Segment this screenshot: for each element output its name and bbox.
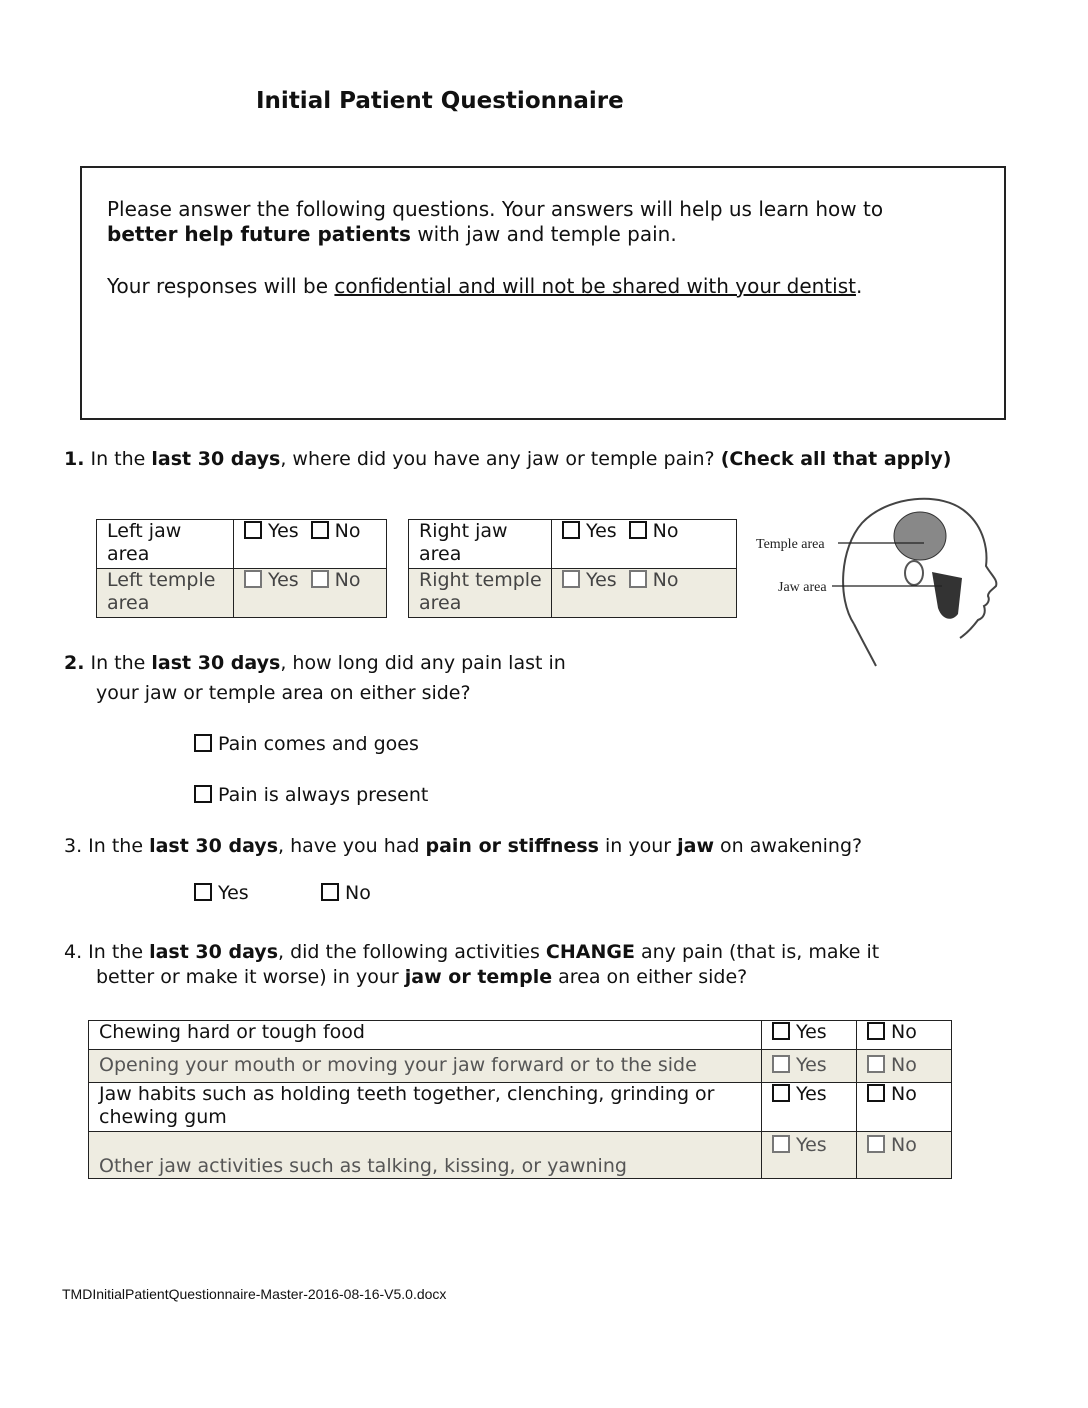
q4-text-a: 4. In the	[64, 941, 150, 963]
q4-text-c: any pain (that is, make it	[634, 941, 880, 963]
left-jaw-label: Left jaw area	[97, 520, 234, 569]
activity-label: Chewing hard or tough food	[89, 1021, 762, 1050]
yes-label: Yes	[586, 569, 617, 591]
temple-region	[894, 512, 946, 560]
right-jaw-yes-checkbox[interactable]	[562, 521, 580, 539]
yes-label: Yes	[796, 1054, 827, 1076]
document-footer: TMDInitialPatientQuestionnaire-Master-2016-08-16-V5.0.docx	[62, 1286, 447, 1302]
q1-bold-1: last 30 days	[151, 448, 281, 470]
head-diagram	[752, 488, 1062, 668]
chewing-yes-checkbox[interactable]	[772, 1022, 790, 1040]
question-3	[64, 834, 862, 859]
intro-line-3-end: .	[855, 274, 863, 298]
yes-label: Yes	[796, 1083, 827, 1105]
jaw-region	[932, 572, 962, 619]
activity-no	[857, 1083, 952, 1132]
no-label: No	[334, 520, 361, 542]
right-jaw-label: Right jaw area	[409, 520, 552, 569]
intro-line-1: Please answer the following questions. Your answers will help us learn how to	[107, 197, 884, 221]
intro-box	[80, 166, 1006, 420]
right-temple-no-checkbox[interactable]	[629, 570, 647, 588]
activity-yes	[762, 1050, 857, 1083]
question-1	[64, 447, 951, 472]
right-temple-label: Right temple area	[409, 569, 552, 618]
left-temple-yes-checkbox[interactable]	[244, 570, 262, 588]
gap-cell	[387, 569, 409, 618]
q4-bold-2: CHANGE	[545, 941, 635, 963]
temple-area-label: Temple area	[756, 537, 825, 552]
no-label: No	[891, 1083, 917, 1105]
q2-option-always-present[interactable]	[194, 784, 428, 806]
q3-text-a: 3. In the	[64, 835, 150, 857]
activity-row	[89, 1132, 952, 1179]
q3-text-d: on awakening?	[714, 835, 863, 857]
right-temple-options	[552, 569, 737, 618]
q1-bold-2: (Check all that apply)	[720, 448, 952, 470]
q2-bold-1: last 30 days	[151, 652, 281, 674]
q3-bold-3: jaw	[677, 835, 715, 857]
activity-row	[89, 1050, 952, 1083]
habits-yes-checkbox[interactable]	[772, 1084, 790, 1102]
opening-yes-checkbox[interactable]	[772, 1055, 790, 1073]
q1-number: 1.	[64, 448, 85, 470]
activity-label: Opening your mouth or moving your jaw forward or to the side	[89, 1050, 762, 1083]
no-label: No	[652, 569, 679, 591]
q4-line2-bold: jaw or temple	[404, 966, 553, 988]
intro-bold: better help future patients	[107, 222, 411, 246]
other-no-checkbox[interactable]	[867, 1135, 885, 1153]
q3-text-b: , have you had	[278, 835, 426, 857]
intro-line-2	[107, 221, 677, 247]
jaw-area-label: Jaw area	[778, 580, 827, 595]
left-jaw-yes-checkbox[interactable]	[244, 521, 262, 539]
right-temple-yes-checkbox[interactable]	[562, 570, 580, 588]
q3-no-option[interactable]	[321, 882, 371, 904]
activity-row	[89, 1021, 952, 1050]
q1-text-a: In the	[84, 448, 152, 470]
left-temple-label: Left temple area	[97, 569, 234, 618]
q3-bold-2: pain or stiffness	[425, 835, 599, 857]
right-jaw-no-checkbox[interactable]	[629, 521, 647, 539]
yes-label: Yes	[268, 520, 299, 542]
left-jaw-options	[234, 520, 387, 569]
q4-text-b: , did the following activities	[278, 941, 546, 963]
yes-label: Yes	[218, 882, 249, 904]
q2-text-a: In the	[84, 652, 152, 674]
intro-line-2-rest: with jaw and temple pain.	[410, 222, 677, 246]
activity-no	[857, 1132, 952, 1179]
left-jaw-no-checkbox[interactable]	[311, 521, 329, 539]
yes-label: Yes	[586, 520, 617, 542]
yes-label: Yes	[268, 569, 299, 591]
intro-line-3-start: Your responses will be	[107, 274, 335, 298]
activity-no	[857, 1050, 952, 1083]
activity-label: Other jaw activities such as talking, kissing, or yawning	[89, 1132, 762, 1179]
comes-goes-checkbox[interactable]	[194, 734, 212, 752]
activity-yes	[762, 1021, 857, 1050]
no-label: No	[891, 1134, 917, 1156]
option-label: Pain comes and goes	[218, 733, 419, 755]
gap-cell	[387, 520, 409, 569]
intro-line-3	[107, 273, 862, 299]
q2-number: 2.	[64, 652, 85, 674]
no-label: No	[891, 1021, 917, 1043]
habits-no-checkbox[interactable]	[867, 1084, 885, 1102]
no-label: No	[334, 569, 361, 591]
no-label: No	[891, 1054, 917, 1076]
activity-row	[89, 1083, 952, 1132]
q1-table	[96, 519, 737, 618]
q3-text-c: in your	[598, 835, 678, 857]
q4-line2-a: better or make it worse) in your	[96, 966, 405, 988]
activity-yes	[762, 1083, 857, 1132]
always-present-checkbox[interactable]	[194, 785, 212, 803]
left-temple-options	[234, 569, 387, 618]
activity-yes	[762, 1132, 857, 1179]
intro-confidential: confidential and will not be shared with your dentist	[334, 274, 856, 298]
q2-text-b: , how long did any pain last in	[280, 652, 566, 674]
q1-row-jaw	[97, 520, 737, 569]
yes-label: Yes	[796, 1134, 827, 1156]
page-title: Initial Patient Questionnaire	[256, 88, 624, 114]
q4-line2-b: area on either side?	[552, 966, 748, 988]
q3-yes-checkbox[interactable]	[194, 883, 212, 901]
q3-yes-option[interactable]	[194, 882, 249, 904]
no-label: No	[345, 882, 371, 904]
q1-text-b: , where did you have any jaw or temple pain?	[280, 448, 721, 470]
q3-no-checkbox[interactable]	[321, 883, 339, 901]
activity-no	[857, 1021, 952, 1050]
opening-no-checkbox[interactable]	[867, 1055, 885, 1073]
question-2-line-2: your jaw or temple area on either side?	[96, 682, 471, 704]
q1-row-temple	[97, 569, 737, 618]
q2-option-comes-goes[interactable]	[194, 733, 419, 755]
q3-bold-1: last 30 days	[149, 835, 279, 857]
other-yes-checkbox[interactable]	[772, 1135, 790, 1153]
right-jaw-options	[552, 520, 737, 569]
neck-outline	[854, 624, 876, 666]
yes-label: Yes	[796, 1021, 827, 1043]
option-label: Pain is always present	[218, 784, 429, 806]
question-2	[64, 651, 566, 676]
activity-label: Jaw habits such as holding teeth together, clenching, grinding or chewing gum	[89, 1083, 762, 1132]
question-4-line-2	[96, 965, 747, 990]
q4-table	[88, 1020, 952, 1179]
left-temple-no-checkbox[interactable]	[311, 570, 329, 588]
chewing-no-checkbox[interactable]	[867, 1022, 885, 1040]
question-4	[64, 940, 879, 965]
q4-bold-1: last 30 days	[149, 941, 279, 963]
ear	[905, 561, 923, 585]
no-label: No	[652, 520, 679, 542]
